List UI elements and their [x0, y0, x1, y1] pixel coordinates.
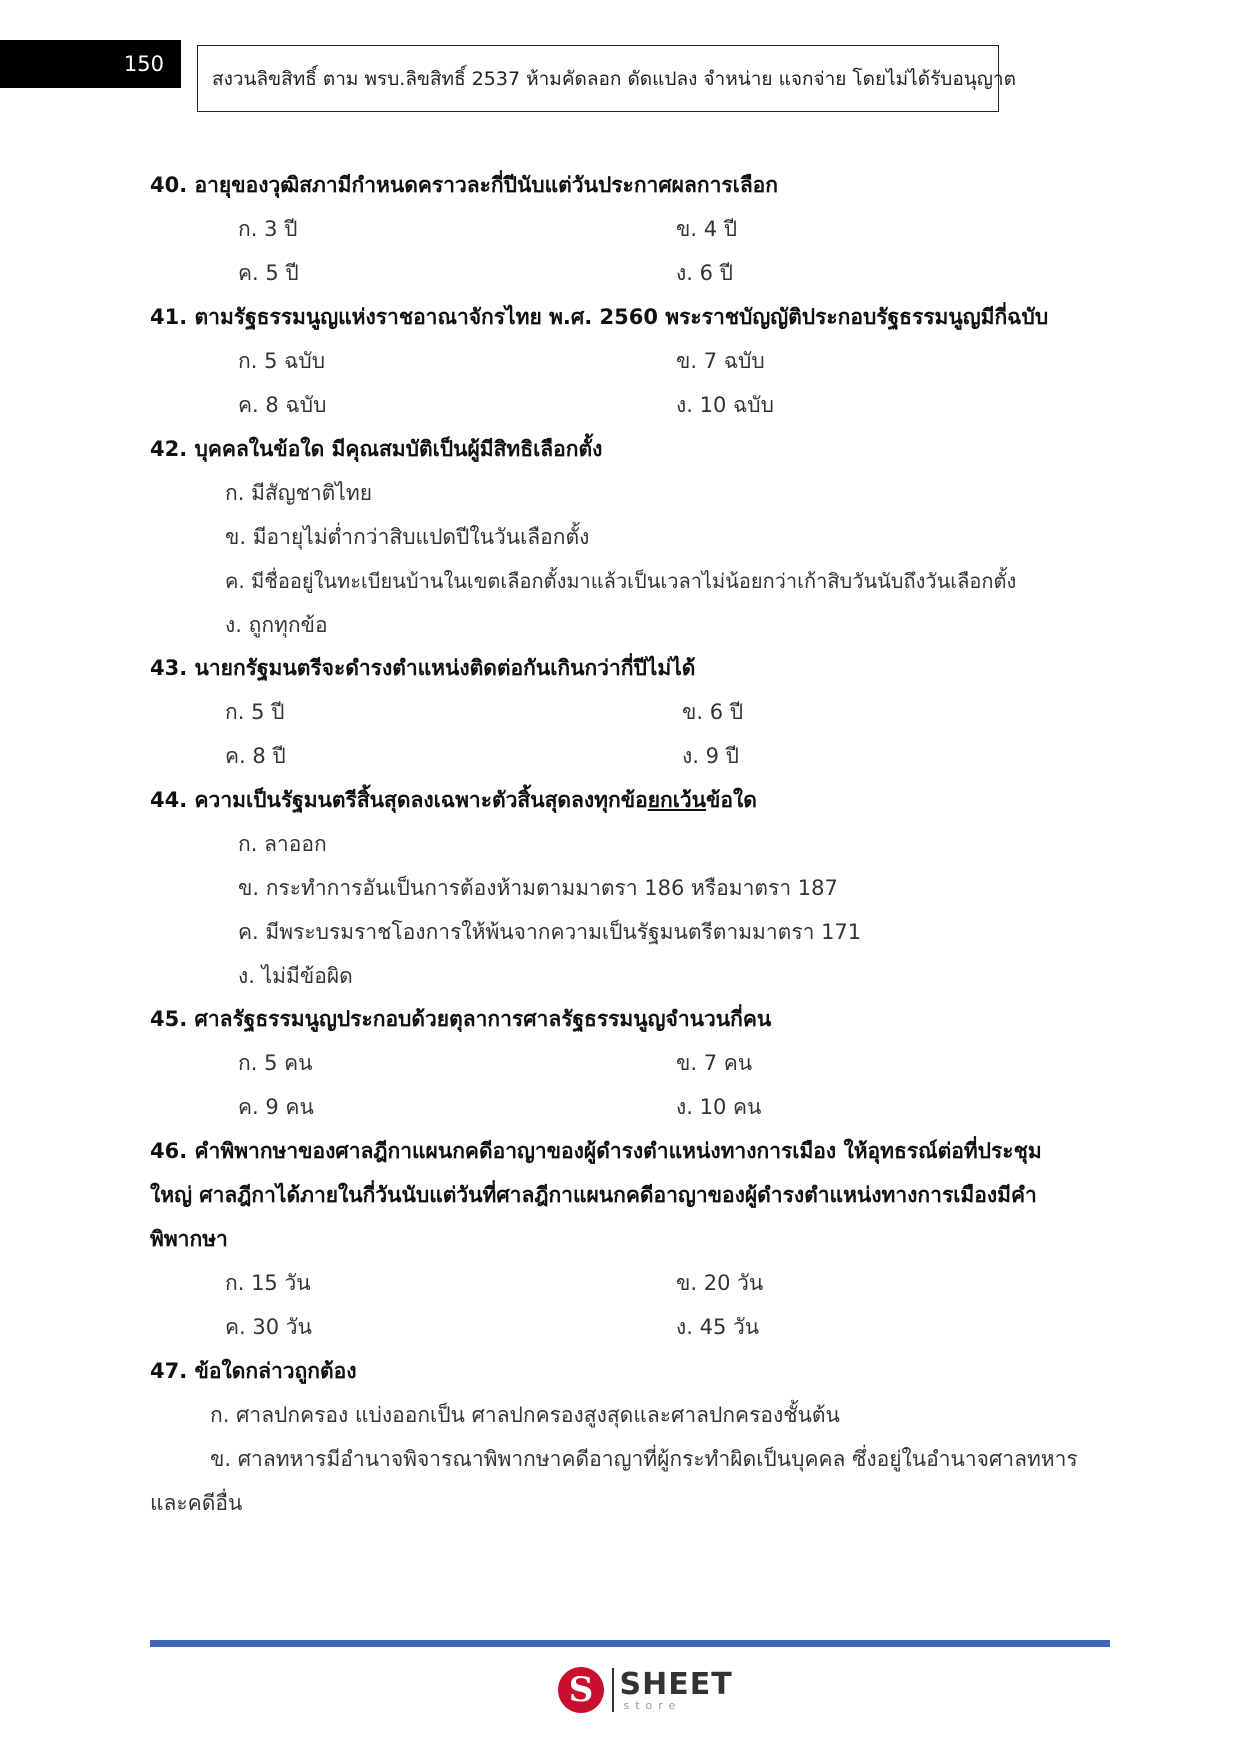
q47-option-b-line-1: ข. ศาลทหารมีอำนาจพิจารณาพิพากษาคดีอาญาที่ผู้กระทำผิดเป็นบุคคล ซึ่งอยู่ในอำนาจศาลทหาร — [210, 1447, 1078, 1471]
q40-option-c: ค. 5 ปี — [238, 261, 299, 285]
page-number: 150 — [0, 40, 181, 88]
copyright-notice-text: สงวนลิขสิทธิ์ ตาม พรบ.ลิขสิทธิ์ 2537 ห้ามคัดลอก ดัดแปลง จำหน่าย แจกจ่าย โดยไม่ได้รับอนุญาต — [212, 67, 1016, 90]
q42-option-c: ค. มีชื่ออยู่ในทะเบียนบ้านในเขตเลือกตั้งมาแล้วเป็นเวลาไม่น้อยกว่าเก้าสิบวันนับถึงวันเลือกตั้ง — [225, 569, 1017, 593]
q41-option-a: ก. 5 ฉบับ — [238, 349, 326, 373]
q42-option-b: ข. มีอายุไม่ต่ำกว่าสิบแปดปีในวันเลือกตั้ง — [225, 525, 590, 549]
footer-rule — [150, 1640, 1110, 1647]
question-42: 42. บุคคลในข้อใด มีคุณสมบัติเป็นผู้มีสิทธิเลือกตั้ง — [150, 437, 603, 461]
q47-option-a: ก. ศาลปกครอง แบ่งออกเป็น ศาลปกครองสูงสุดและศาลปกครองชั้นต้น — [210, 1403, 840, 1427]
q40-option-d: ง. 6 ปี — [676, 261, 733, 285]
question-46-line-3: พิพากษา — [150, 1227, 228, 1251]
q44-option-d: ง. ไม่มีข้อผิด — [238, 964, 353, 988]
q45-option-a: ก. 5 คน — [238, 1051, 313, 1075]
question-44-text-end: ข้อใด — [706, 788, 757, 812]
logo-divider — [612, 1668, 614, 1712]
q44-option-a: ก. ลาออก — [238, 832, 327, 856]
q42-option-a: ก. มีสัญชาติไทย — [225, 481, 373, 505]
q44-option-c: ค. มีพระบรมราชโองการให้พ้นจากความเป็นรัฐมนตรีตามมาตรา 171 — [238, 920, 862, 944]
q43-option-c: ค. 8 ปี — [225, 744, 286, 768]
logo-word-sheet: SHEET — [619, 1666, 733, 1702]
q46-option-d: ง. 45 วัน — [676, 1315, 760, 1339]
q45-option-c: ค. 9 คน — [238, 1095, 314, 1119]
q43-option-d: ง. 9 ปี — [682, 744, 739, 768]
question-40: 40. อายุของวุฒิสภามีกำหนดคราวละกี่ปีนับแต่วันประกาศผลการเลือก — [150, 173, 779, 197]
question-43: 43. นายกรัฐมนตรีจะดำรงตำแหน่งติดต่อกันเกินกว่ากี่ปีไม่ได้ — [150, 656, 696, 680]
q40-option-b: ข. 4 ปี — [676, 217, 738, 241]
q43-option-b: ข. 6 ปี — [682, 700, 744, 724]
q41-option-d: ง. 10 ฉบับ — [676, 393, 774, 417]
q46-option-a: ก. 15 วัน — [225, 1271, 311, 1295]
q43-option-a: ก. 5 ปี — [225, 700, 285, 724]
question-41: 41. ตามรัฐธรรมนูญแห่งราชอาณาจักรไทย พ.ศ. 2560 พระราชบัญญัติประกอบรัฐธรรมนูญมีกี่ฉบับ — [150, 305, 1049, 329]
question-44-emphasis: ยกเว้น — [647, 788, 707, 812]
q45-option-b: ข. 7 คน — [676, 1051, 753, 1075]
q46-option-c: ค. 30 วัน — [225, 1315, 312, 1339]
question-44 — [150, 785, 757, 815]
question-46-line-1: 46. คำพิพากษาของศาลฎีกาแผนกคดีอาญาของผู้ดำรงตำแหน่งทางการเมือง ให้อุทธรณ์ต่อที่ประชุม — [150, 1139, 1042, 1163]
logo-word-store: store — [623, 1698, 682, 1712]
q45-option-d: ง. 10 คน — [676, 1095, 762, 1119]
q47-option-b-line-2: และคดีอื่น — [150, 1491, 243, 1515]
q40-option-a: ก. 3 ปี — [238, 217, 298, 241]
question-44-text: 44. ความเป็นรัฐมนตรีสิ้นสุดลงเฉพาะตัวสิ้นสุดลงทุกข้อ — [150, 788, 648, 812]
sheet-store-logo-icon: S — [558, 1667, 604, 1713]
logo-wordmark — [619, 1666, 733, 1712]
question-45: 45. ศาลรัฐธรรมนูญประกอบด้วยตุลาการศาลรัฐธรรมนูญจำนวนกี่คน — [150, 1007, 772, 1031]
q41-option-b: ข. 7 ฉบับ — [676, 349, 765, 373]
question-46-line-2: ใหญ่ ศาลฎีกาได้ภายในกี่วันนับแต่วันที่ศาลฎีกาแผนกคดีอาญาของผู้ดำรงตำแหน่งทางการเมืองมีคำ — [150, 1183, 1037, 1207]
sheet-store-logo — [558, 1665, 733, 1715]
q41-option-c: ค. 8 ฉบับ — [238, 393, 327, 417]
q42-option-d: ง. ถูกทุกข้อ — [225, 613, 328, 637]
q44-option-b: ข. กระทำการอันเป็นการต้องห้ามตามมาตรา 186 หรือมาตรา 187 — [238, 876, 838, 900]
q46-option-b: ข. 20 วัน — [676, 1271, 764, 1295]
question-47: 47. ข้อใดกล่าวถูกต้อง — [150, 1359, 357, 1383]
